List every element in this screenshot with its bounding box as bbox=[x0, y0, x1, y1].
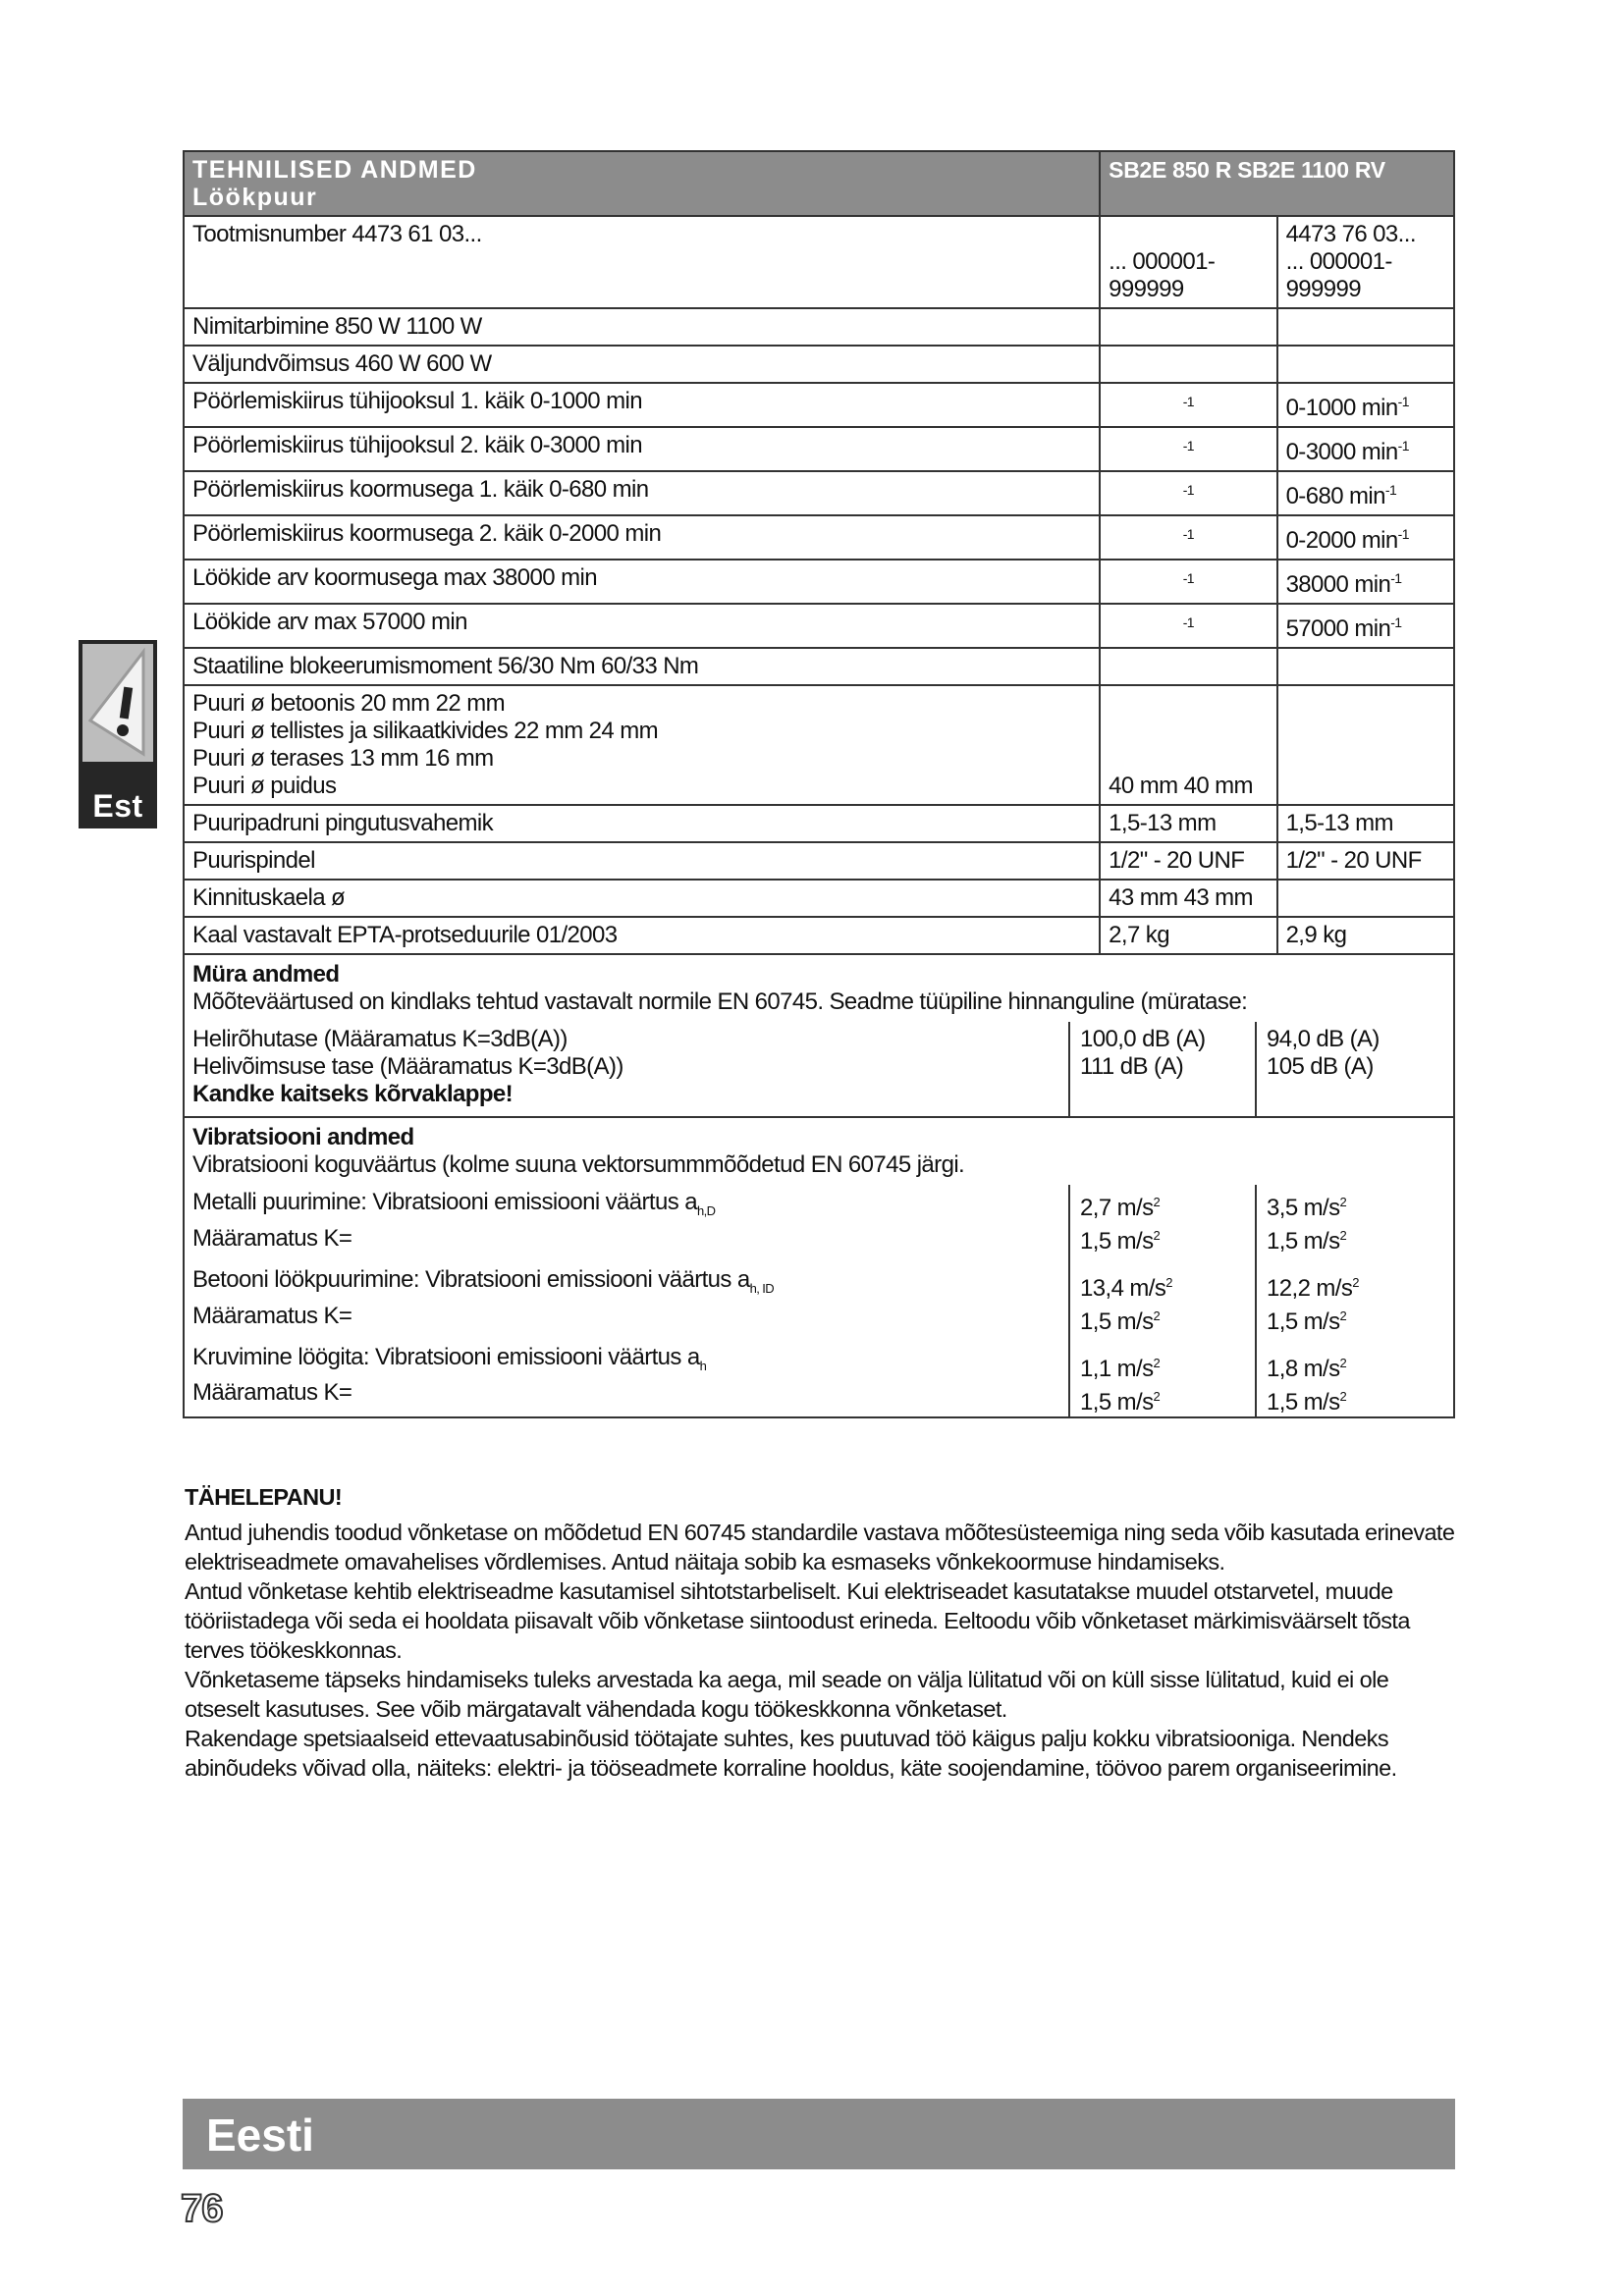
unit: m/s bbox=[1316, 1275, 1353, 1302]
row-label: Tootmisnumber 4473 61 03... bbox=[184, 216, 1100, 308]
warning-icon bbox=[82, 644, 153, 762]
screw-k1: 1,5 bbox=[1080, 1389, 1111, 1415]
table-row bbox=[184, 308, 1454, 346]
row-exponent: -1 bbox=[1182, 482, 1194, 498]
table-row bbox=[184, 515, 1454, 560]
table-row bbox=[184, 805, 1454, 842]
unit-exponent: 2 bbox=[1153, 1228, 1161, 1243]
row-exponent: -1 bbox=[1182, 438, 1194, 454]
table-row bbox=[184, 685, 1454, 805]
row-value-2-exponent: -1 bbox=[1397, 394, 1409, 409]
unit-exponent: 2 bbox=[1153, 1308, 1161, 1323]
row-value-2: 1/2" - 20 UNF bbox=[1277, 842, 1454, 880]
language-code: Est bbox=[92, 788, 143, 824]
row-label: Nimitarbimine 850 W 1100 W bbox=[184, 308, 1100, 346]
row-label: Pöörlemiskiirus koormusega 1. käik 0-680 min bbox=[184, 471, 1100, 515]
noise-v2-pressure: 94,0 dB (A) bbox=[1267, 1026, 1380, 1052]
section-subtitle: Löökpuur bbox=[192, 184, 318, 211]
row-value-2-exponent: -1 bbox=[1397, 438, 1409, 454]
row-exponent: -1 bbox=[1182, 394, 1194, 409]
unit: m/s bbox=[1129, 1275, 1166, 1302]
unit-exponent: 2 bbox=[1153, 1356, 1161, 1370]
unit: m/s bbox=[1116, 1356, 1154, 1382]
row-value-2: 0-2000 min bbox=[1285, 527, 1398, 554]
drill-steel: Puuri ø terases 13 mm 16 mm bbox=[192, 745, 494, 772]
concrete-k2: 1,5 bbox=[1267, 1308, 1298, 1335]
concrete-v2: 12,2 bbox=[1267, 1275, 1311, 1302]
table-row bbox=[184, 648, 1454, 685]
row-value-2: 0-3000 min bbox=[1285, 439, 1398, 465]
concrete-v1: 13,4 bbox=[1080, 1275, 1124, 1302]
concrete-subscript: h, ID bbox=[749, 1280, 775, 1296]
row-exponent: -1 bbox=[1182, 526, 1194, 542]
footer-language-bar bbox=[183, 2099, 1455, 2169]
unit-exponent: 2 bbox=[1153, 1389, 1161, 1404]
sound-pressure-label: Helirõhutase (Määramatus K=3dB(A)) bbox=[192, 1026, 568, 1052]
unit-exponent: 2 bbox=[1339, 1389, 1347, 1404]
unit: m/s bbox=[1116, 1195, 1154, 1221]
uncertainty-label: Määramatus K= bbox=[192, 1224, 352, 1252]
metal-v2: 3,5 bbox=[1267, 1195, 1298, 1221]
noise-section bbox=[184, 954, 1454, 1117]
notes-section bbox=[185, 1482, 1461, 1783]
notes-paragraph: Võnketaseme täpseks hindamiseks tuleks arvestada ka aega, mil seade on välja lülitatud või on küll sisse lülitatud, kuid ei ole otseselt kasutuses. See võib märgatavalt vähendada kogu töökeskkonna võnketaset. bbox=[185, 1667, 1389, 1722]
section-title: TEHNILISED ANDMED bbox=[192, 156, 477, 184]
metal-k2: 1,5 bbox=[1267, 1228, 1298, 1255]
screw-subscript: h bbox=[699, 1358, 707, 1373]
metal-v1: 2,7 bbox=[1080, 1195, 1111, 1221]
unit-exponent: 2 bbox=[1339, 1228, 1347, 1243]
row-value-2 bbox=[1277, 216, 1454, 308]
table-row bbox=[184, 560, 1454, 604]
drill-brick: Puuri ø tellistes ja silikaatkivides 22 mm 24 mm bbox=[192, 718, 659, 744]
row-label: Väljundvõimsus 460 W 600 W bbox=[184, 346, 1100, 383]
notes-paragraph: Antud võnketase kehtib elektriseadme kasutamisel sihtotstarbeliselt. Kui elektriseadet kasutatakse muudel otstarvetel, muude tööriistadega või seda ei hooldata piisavalt võib võnketase siintoodust erineda. Eeltoodu võib võnketaset märkimisväärselt tõsta terves töökeskkonnas. bbox=[185, 1578, 1410, 1663]
row-exponent: -1 bbox=[1182, 570, 1194, 586]
row-value-2-exponent: -1 bbox=[1397, 526, 1409, 542]
table-row bbox=[184, 880, 1454, 917]
spec-table bbox=[183, 150, 1455, 1418]
page-number: 76 bbox=[181, 2187, 223, 2230]
sound-power-label: Helivõimsuse tase (Määramatus K=3dB(A)) bbox=[192, 1053, 623, 1080]
row-value-2-exponent: -1 bbox=[1384, 482, 1397, 498]
table-row bbox=[184, 216, 1454, 308]
row-label: Kaal vastavalt EPTA-protseduurile 01/2003 bbox=[184, 917, 1100, 954]
drill-capacity-cell bbox=[184, 685, 1100, 805]
vibration-section bbox=[184, 1117, 1454, 1417]
language-badge bbox=[79, 640, 157, 828]
unit: m/s bbox=[1303, 1228, 1340, 1255]
vibration-title: Vibratsiooni andmed bbox=[192, 1124, 414, 1150]
table-row bbox=[184, 346, 1454, 383]
notes-paragraph: Rakendage spetsiaalseid ettevaatusabinõusid töötajate suhtes, kes puutuvad töö käigus palju kokku vibratsiooniga. Nendeks abinõudeks võivad olla, näiteks: elektri- ja tööseadmete korraline hooldus, käte soojendamine, töövoo parem organiseerimine. bbox=[185, 1726, 1397, 1781]
serial-range: ... 000001-999999 bbox=[1285, 248, 1392, 302]
table-row bbox=[184, 427, 1454, 471]
row-label: Puurispindel bbox=[184, 842, 1100, 880]
ear-protection-warning: Kandke kaitseks kõrvaklappe! bbox=[192, 1081, 514, 1107]
serial-prefix: 4473 76 03... bbox=[1285, 221, 1416, 247]
concrete-drilling-label: Betooni löökpuurimine: Vibratsiooni emissiooni väärtus a bbox=[192, 1265, 750, 1293]
drill-wood: Puuri ø puidus bbox=[192, 773, 337, 799]
row-value-1: 1,5-13 mm bbox=[1100, 805, 1276, 842]
unit-exponent: 2 bbox=[1165, 1275, 1172, 1290]
table-row bbox=[184, 917, 1454, 954]
row-value-2: 0-680 min bbox=[1285, 483, 1385, 509]
row-value-1: 2,7 kg bbox=[1100, 917, 1276, 954]
noise-intro: Mõõteväärtused on kindlaks tehtud vastavalt normile EN 60745. Seadme tüüpiline hinnanguline (müratase: bbox=[192, 988, 1248, 1015]
unit-exponent: 2 bbox=[1339, 1308, 1347, 1323]
row-label: Löökide arv koormusega max 38000 min bbox=[184, 560, 1100, 604]
notes-heading: TÄHELEPANU! bbox=[185, 1484, 343, 1510]
drill-concrete: Puuri ø betoonis 20 mm 22 mm bbox=[192, 690, 505, 717]
row-value-2: 1,5-13 mm bbox=[1277, 805, 1454, 842]
unit-exponent: 2 bbox=[1352, 1275, 1359, 1290]
screw-k2: 1,5 bbox=[1267, 1389, 1298, 1415]
uncertainty-label: Määramatus K= bbox=[192, 1302, 352, 1329]
noise-v1-power: 111 dB (A) bbox=[1080, 1053, 1184, 1080]
row-label: Pöörlemiskiirus tühijooksul 1. käik 0-1000 min bbox=[184, 383, 1100, 427]
unit: m/s bbox=[1116, 1228, 1154, 1255]
unit: m/s bbox=[1116, 1389, 1154, 1415]
row-label: Kinnituskaela ø bbox=[184, 880, 1100, 917]
screw-v2: 1,8 bbox=[1267, 1356, 1298, 1382]
row-label: Löökide arv max 57000 min bbox=[184, 604, 1100, 648]
table-header bbox=[184, 151, 1454, 216]
screw-v1: 1,1 bbox=[1080, 1356, 1111, 1382]
footer-language: Eesti bbox=[206, 2109, 314, 2161]
unit: m/s bbox=[1303, 1389, 1340, 1415]
metal-drilling-label: Metalli puurimine: Vibratsiooni emissiooni väärtus a bbox=[192, 1189, 697, 1215]
row-value-1: 40 mm 40 mm bbox=[1100, 685, 1276, 805]
unit-exponent: 2 bbox=[1339, 1356, 1347, 1370]
row-label: Pöörlemiskiirus tühijooksul 2. käik 0-3000 min bbox=[184, 427, 1100, 471]
table-row bbox=[184, 471, 1454, 515]
table-row bbox=[184, 383, 1454, 427]
row-exponent: -1 bbox=[1182, 614, 1194, 630]
row-value-2: 2,9 kg bbox=[1277, 917, 1454, 954]
metal-k1: 1,5 bbox=[1080, 1228, 1111, 1255]
uncertainty-label: Määramatus K= bbox=[192, 1379, 352, 1407]
row-value-1: 43 mm 43 mm bbox=[1100, 880, 1276, 917]
row-value-2-exponent: -1 bbox=[1390, 614, 1402, 630]
row-label: Staatiline blokeerumismoment 56/30 Nm 60/33 Nm bbox=[184, 648, 1100, 685]
row-value-1: ... 000001-999999 bbox=[1100, 216, 1276, 308]
vibration-intro: Vibratsiooni koguväärtus (kolme suuna vektorsummmõõdetud EN 60745 järgi. bbox=[192, 1151, 965, 1178]
row-label: Puuripadruni pingutusvahemik bbox=[184, 805, 1100, 842]
table-row bbox=[184, 842, 1454, 880]
row-label: Pöörlemiskiirus koormusega 2. käik 0-2000 min bbox=[184, 515, 1100, 560]
unit: m/s bbox=[1116, 1308, 1154, 1335]
unit: m/s bbox=[1303, 1195, 1340, 1221]
row-value-2-exponent: -1 bbox=[1390, 570, 1402, 586]
row-value-1: 1/2" - 20 UNF bbox=[1100, 842, 1276, 880]
unit-exponent: 2 bbox=[1339, 1195, 1347, 1209]
notes-paragraph: Antud juhendis toodud võnketase on mõõdetud EN 60745 standardile vastava mõõtesüsteemiga ning seda võib kasutada erinevate elektriseadmete omavahelises võrdlemises. Antud näitaja sobib ka esmaseks võnkekoormuse hindamiseks. bbox=[185, 1520, 1455, 1575]
noise-title: Müra andmed bbox=[192, 961, 340, 988]
unit: m/s bbox=[1303, 1356, 1340, 1382]
unit-exponent: 2 bbox=[1153, 1195, 1161, 1209]
screwing-label: Kruvimine löögita: Vibratsiooni emissiooni väärtus a bbox=[192, 1343, 700, 1370]
metal-subscript: h,D bbox=[696, 1202, 716, 1218]
model-names: SB2E 850 R SB2E 1100 RV bbox=[1100, 151, 1454, 216]
header-title-cell bbox=[184, 151, 1100, 216]
concrete-k1: 1,5 bbox=[1080, 1308, 1111, 1335]
noise-v2-power: 105 dB (A) bbox=[1267, 1053, 1374, 1080]
unit: m/s bbox=[1303, 1308, 1340, 1335]
noise-v1-pressure: 100,0 dB (A) bbox=[1080, 1026, 1206, 1052]
row-value-2: 0-1000 min bbox=[1285, 395, 1398, 421]
row-value-2: 57000 min bbox=[1285, 615, 1391, 642]
row-value-2: 38000 min bbox=[1285, 571, 1391, 598]
table-row bbox=[184, 604, 1454, 648]
